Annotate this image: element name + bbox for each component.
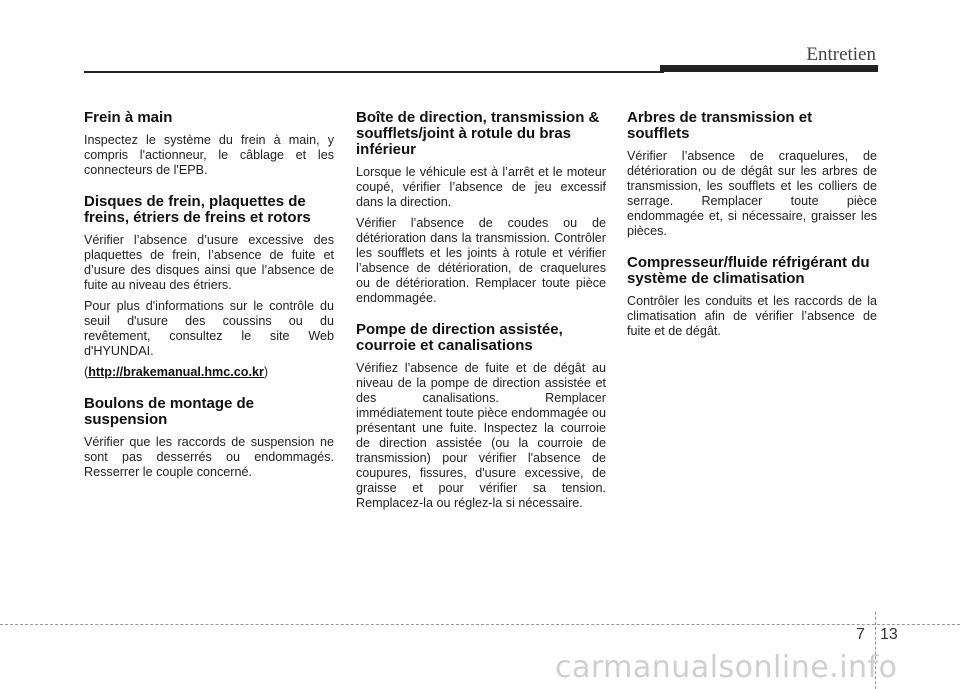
link-paragraph bbox=[84, 365, 334, 380]
section-power-steering bbox=[356, 322, 606, 511]
section-title: Compresseur/fluide réfrigérant du système de climatisation bbox=[627, 254, 870, 287]
section-title: Frein à main bbox=[84, 109, 173, 126]
header-rule-thick bbox=[660, 65, 878, 72]
footer-rule bbox=[0, 624, 960, 625]
page-number: 13 bbox=[880, 626, 898, 643]
paragraph: Lorsque le véhicule est à l’arrêt et le moteur coupé, vérifier l’absence de jeu excessif dans la direction. bbox=[356, 165, 606, 209]
link-close-paren: ) bbox=[263, 365, 269, 379]
paragraph: Vérifiez l’absence de fuite et de dégât au niveau de la pompe de direction assistée et des canalisations. Remplacer immédiatement toute pièce endommagée ou présentant une fuite. Inspectez la courroie de direction assistée (ou la courroie de transmission) pour vérifier l'absence de coupures, fissures, d'usure excessive, de graisse et pour vérifier sa tension. Remplacez-la ou réglez-la si nécessaire. bbox=[356, 361, 606, 510]
section-parking-brake bbox=[84, 110, 334, 178]
column-3 bbox=[627, 110, 877, 355]
link-open-paren: ( bbox=[84, 365, 89, 379]
paragraph: Contrôler les conduits et les raccords de la climatisation afin de vérifier l’absence de fuite et de dégât. bbox=[627, 294, 877, 338]
section-drive-shafts bbox=[627, 110, 877, 239]
section-title: Boîte de direction, transmission & soufflets/joint à rotule du bras inférieur bbox=[356, 109, 600, 158]
column-1 bbox=[84, 110, 334, 496]
section-title: Arbres de transmission et soufflets bbox=[627, 109, 813, 142]
chapter-number: 7 bbox=[856, 626, 865, 643]
paragraph: Pour plus d'informations sur le contrôle du seuil d'usure des coussins ou du revêtement, consultez le site Web d'HYUNDAI. bbox=[84, 299, 334, 358]
paragraph: Vérifier que les raccords de suspension ne sont pas desserrés ou endommagés. Resserrer le couple concerné. bbox=[84, 435, 334, 479]
section-title: Pompe de direction assistée, courroie et canalisations bbox=[356, 321, 563, 354]
section-title: Boulons de montage de suspension bbox=[84, 395, 255, 428]
chapter-title: Entretien bbox=[806, 44, 876, 65]
paragraph: Inspectez le système du frein à main, y compris l'actionneur, le câblage et les connecteurs de l'EPB. bbox=[84, 133, 334, 177]
section-steering-gear bbox=[356, 110, 606, 306]
paragraph: Vérifier l’absence de craquelures, de détérioration ou de dégât sur les arbres de transmission, les soufflets et les colliers de serrage. Remplacer toute pièce endommagée et, si nécessaire, graisser les pièces. bbox=[627, 149, 877, 238]
section-ac-compressor bbox=[627, 255, 877, 339]
column-2 bbox=[356, 110, 606, 527]
section-title: Disques de frein, plaquettes de freins, étriers de freins et rotors bbox=[84, 193, 311, 226]
header-rule-thin bbox=[84, 71, 664, 73]
paragraph: Vérifier l’absence d’usure excessive des plaquettes de frein, l’absence de fuite et d’usure des disques ainsi que l’absence de fuite au niveau des étriers. bbox=[84, 233, 334, 292]
section-suspension-bolts bbox=[84, 396, 334, 480]
section-brake-discs bbox=[84, 194, 334, 380]
watermark: carmanualsonline.info bbox=[555, 650, 898, 685]
paragraph: Vérifier l’absence de coudes ou de détérioration dans la transmission. Contrôler les soufflets et les joints à rotule et vérifier l’absence de détérioration, de craquelures ou de détérioration. Remplacer toute pièce endommagée. bbox=[356, 216, 606, 305]
brake-manual-link[interactable]: http://brakemanual.hmc.co.kr bbox=[88, 365, 264, 379]
